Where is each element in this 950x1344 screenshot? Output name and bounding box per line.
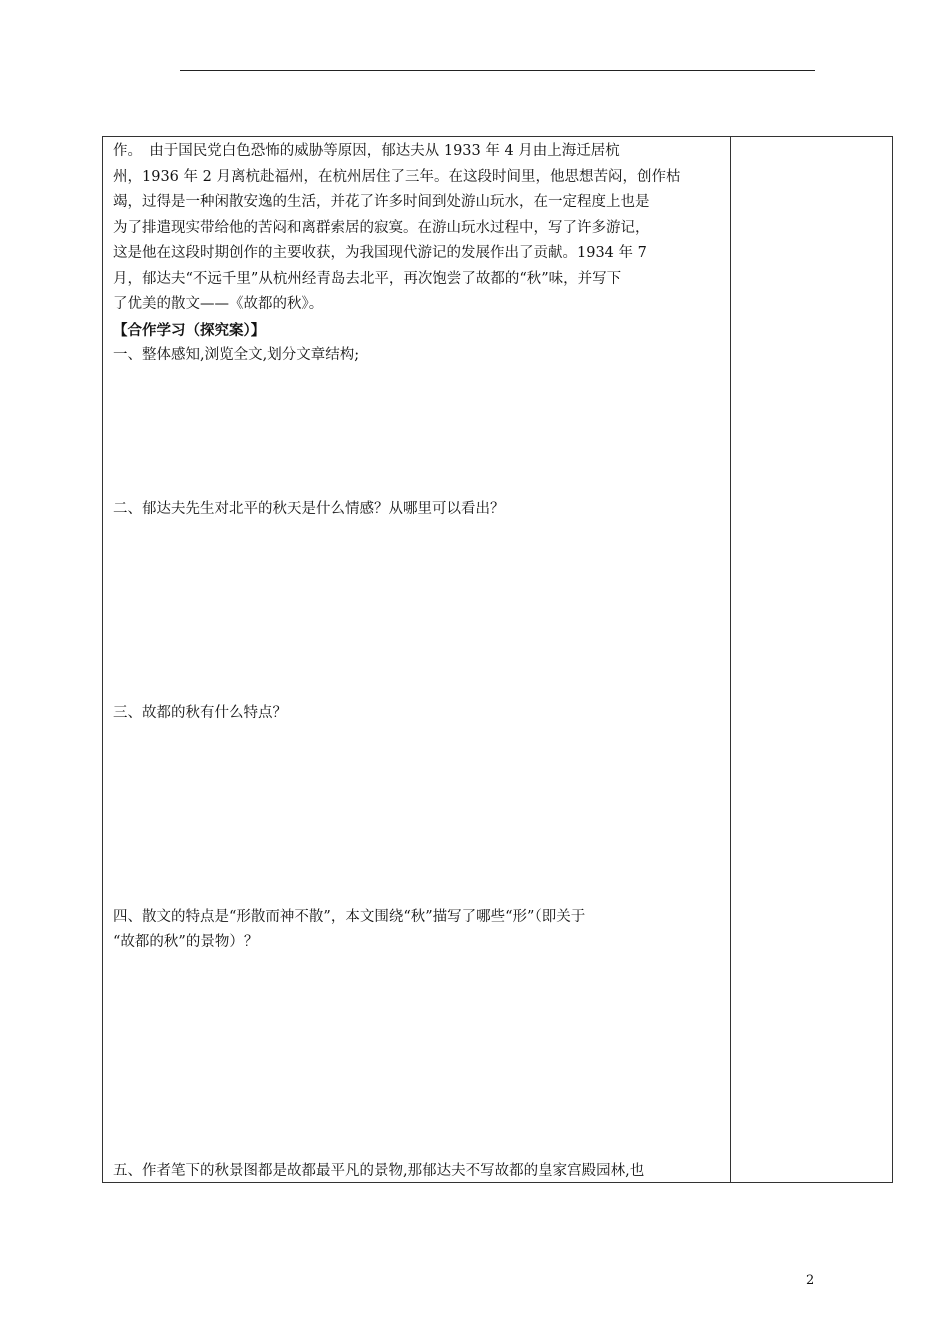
question-5: 五、作者笔下的秋景图都是故都最平凡的景物,那郁达夫不写故都的皇家宫殿园林,也 bbox=[113, 1163, 645, 1179]
intro-line: 为了排遣现实带给他的苦闷和离群索居的寂寞。在游山玩水过程中，写了许多游记， bbox=[113, 219, 650, 236]
intro-line: 竭，过得是一种闲散安逸的生活，并花了许多时间到处游山玩水，在一定程度上也是 bbox=[113, 194, 650, 210]
question-4-line-1: 四、散文的特点是“形散而神不散”，本文围绕“秋”描写了哪些“形”（即关于 bbox=[113, 909, 586, 925]
intro-line: 了优美的散文——《故都的秋》。 bbox=[113, 296, 324, 312]
main-column bbox=[113, 139, 721, 369]
intro-line: 州，1936 年 2 月离杭赴福州，在杭州居住了三年。在这段时间里，他思想苦闷，创作枯 bbox=[113, 168, 681, 185]
worksheet-table bbox=[102, 136, 893, 1183]
intro-line: 月，郁达夫“不远千里”从杭州经青岛去北平，再次饱尝了故都的“秋”味，并写下 bbox=[113, 270, 622, 287]
intro-line: 这是他在这段时期创作的主要收获，为我国现代游记的发展作出了贡献。1934 年 7 bbox=[113, 245, 647, 261]
header-rule bbox=[180, 70, 815, 71]
background-intro bbox=[113, 139, 721, 318]
question-4-line-2: “故都的秋”的景物）？ bbox=[113, 934, 259, 950]
intro-line: 作。 由于国民党白色恐怖的威胁等原因，郁达夫从 1933 年 4 月由上海迁居杭 bbox=[113, 143, 620, 159]
section-heading: 【合作学习（探究案）】 bbox=[113, 321, 266, 339]
question-1: 一、整体感知,浏览全文,划分文章结构; bbox=[113, 347, 360, 363]
column-divider bbox=[730, 137, 731, 1182]
question-2: 二、郁达夫先生对北平的秋天是什么情感？从哪里可以看出？ bbox=[113, 501, 505, 517]
question-3: 三、故都的秋有什么特点？ bbox=[113, 705, 287, 721]
page-number: 2 bbox=[806, 1273, 815, 1288]
